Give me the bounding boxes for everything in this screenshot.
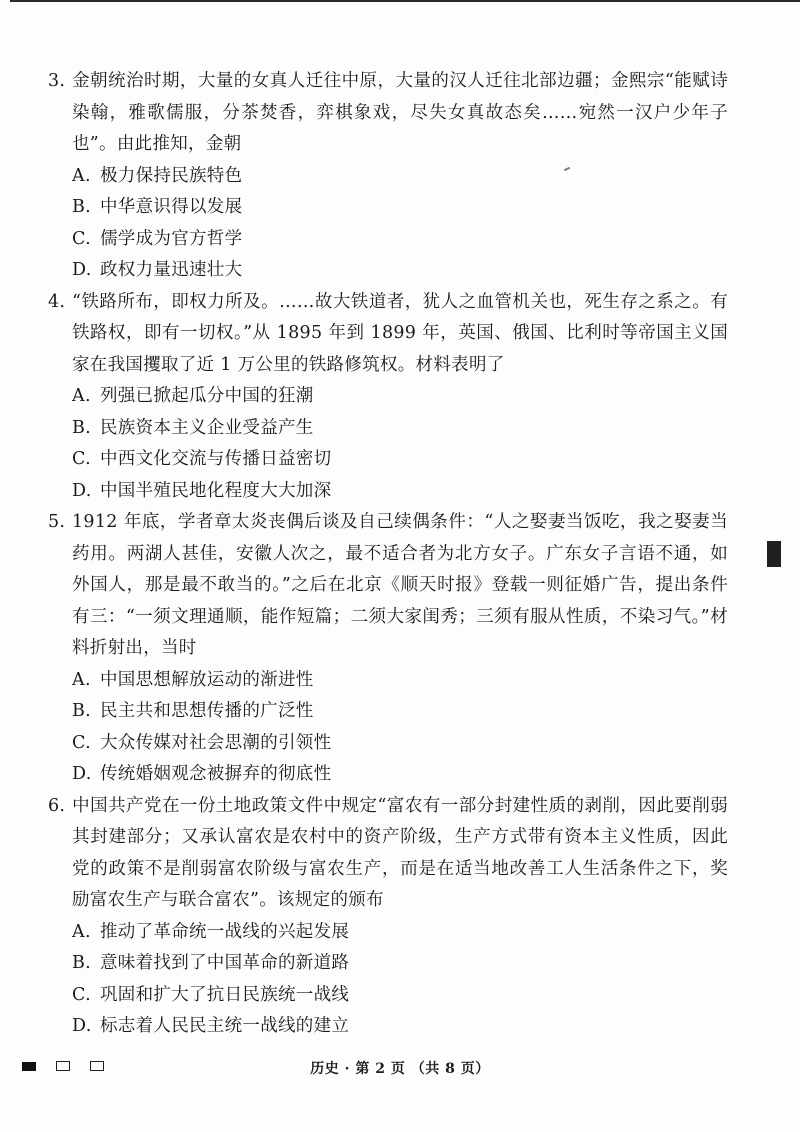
option-d — [48, 1011, 728, 1043]
question-text: 中国共产党在一份土地政策文件中规定“富农有一部分封建性质的剥削，因此要削弱其封建部分；又承认富农是农村中的资产阶级，生产方式带有资本主义性质，因此党的政策不是削弱富农阶级与富农生产，而是在适当地改善工人生活条件之下，奖励富农生产与联合富农”。该规定的颁布 — [72, 795, 728, 910]
question-stem — [48, 791, 728, 917]
option-a — [48, 917, 728, 949]
option-text: 儒学成为官方哲学 — [100, 228, 243, 249]
option-c — [48, 980, 728, 1012]
question-text: “铁路所布，即权力所及。……故大铁道者，犹人之血管机关也，死生存之系之。有铁路权，即有一切权。”从 1895 年到 1899 年，英国、俄国、比利时等帝国主义国家在我国攫取了近 1 万公里的铁路修筑权。材料表明了 — [72, 291, 728, 375]
option-c — [48, 444, 728, 476]
option-list — [48, 381, 728, 507]
option-text: 民族资本主义企业受益产生 — [100, 417, 314, 438]
question-list — [48, 66, 728, 1043]
option-a — [48, 381, 728, 413]
question-number: 3. — [48, 71, 66, 91]
question-stem — [48, 66, 728, 161]
option-text: 中国思想解放运动的渐进性 — [100, 669, 314, 690]
question-6 — [48, 791, 728, 1043]
question-stem — [48, 507, 728, 665]
option-text: 民主共和思想传播的广泛性 — [100, 701, 314, 721]
option-letter: B. — [72, 197, 92, 217]
option-letter: A. — [72, 386, 91, 406]
question-number: 5. — [48, 512, 66, 532]
page-number-label: 历史 · 第 2 页 （共 8 页） — [310, 1061, 490, 1077]
option-letter: A. — [72, 669, 91, 690]
option-text: 中西文化交流与传播日益密切 — [100, 449, 332, 469]
option-text: 政权力量迅速壮大 — [100, 260, 243, 280]
question-text: 金朝统治时期，大量的女真人迁往中原，大量的汉人迁往北部边疆；金熙宗“能赋诗染翰，雅歌儒服，分茶焚香，弈棋象戏，尽失女真故态矣……宛然一汉户少年子也”。由此推知，金朝 — [72, 71, 728, 154]
option-b — [48, 192, 728, 224]
option-letter: D. — [72, 260, 92, 280]
question-stem — [48, 287, 728, 382]
option-b — [48, 696, 728, 728]
option-letter: C. — [72, 228, 91, 249]
question-5 — [48, 507, 728, 791]
option-letter: C. — [72, 732, 91, 753]
option-text: 标志着人民民主统一战线的建立 — [100, 1016, 350, 1036]
option-letter: A. — [72, 165, 91, 186]
top-border-line — [10, 0, 800, 2]
option-letter: C. — [72, 984, 91, 1005]
option-text: 巩固和扩大了抗日民族统一战线 — [100, 984, 350, 1005]
option-letter: B. — [72, 953, 92, 973]
side-registration-mark — [767, 541, 781, 567]
option-text: 列强已掀起瓜分中国的狂潮 — [100, 386, 314, 406]
option-b — [48, 413, 728, 445]
option-d — [48, 255, 728, 287]
option-letter: D. — [72, 480, 92, 501]
option-letter: A. — [72, 921, 91, 942]
option-d — [48, 476, 728, 508]
option-a — [48, 161, 728, 193]
option-letter: B. — [72, 701, 92, 721]
option-letter: D. — [72, 764, 92, 784]
option-list — [48, 161, 728, 287]
option-text: 中华意识得以发展 — [100, 197, 243, 217]
option-letter: C. — [72, 449, 91, 469]
page-footer — [0, 1056, 800, 1080]
option-list — [48, 917, 728, 1043]
question-3 — [48, 66, 728, 287]
question-4 — [48, 287, 728, 508]
question-number: 4. — [48, 291, 66, 312]
option-c — [48, 728, 728, 760]
option-letter: B. — [72, 417, 92, 438]
option-text: 大众传媒对社会思潮的引领性 — [100, 732, 332, 753]
question-number: 6. — [48, 795, 66, 816]
option-text: 传统婚姻观念被摒弃的彻底性 — [100, 764, 332, 784]
question-text: 1912 年底，学者章太炎丧偶后谈及自己续偶条件：“人之娶妻当饭吃，我之娶妻当药用。两湖人甚佳，安徽人次之，最不适合者为北方女子。广东女子言语不通，如外国人，那是最不敢当的。”之后在北京《顺天时报》登载一则征婚广告，提出条件有三：“一须文理通顺，能作短篇；二须大家闺秀；三须有服从性质，不染习气。”材料折射出，当时 — [72, 512, 728, 658]
option-d — [48, 759, 728, 791]
option-letter: D. — [72, 1016, 92, 1036]
option-list — [48, 665, 728, 791]
option-text: 意味着找到了中国革命的新道路 — [100, 953, 350, 973]
option-c — [48, 224, 728, 256]
option-text: 极力保持民族特色 — [100, 165, 243, 186]
option-a — [48, 665, 728, 697]
option-text: 中国半殖民地化程度大大加深 — [100, 480, 332, 501]
option-b — [48, 948, 728, 980]
option-text: 推动了革命统一战线的兴起发展 — [100, 921, 350, 942]
